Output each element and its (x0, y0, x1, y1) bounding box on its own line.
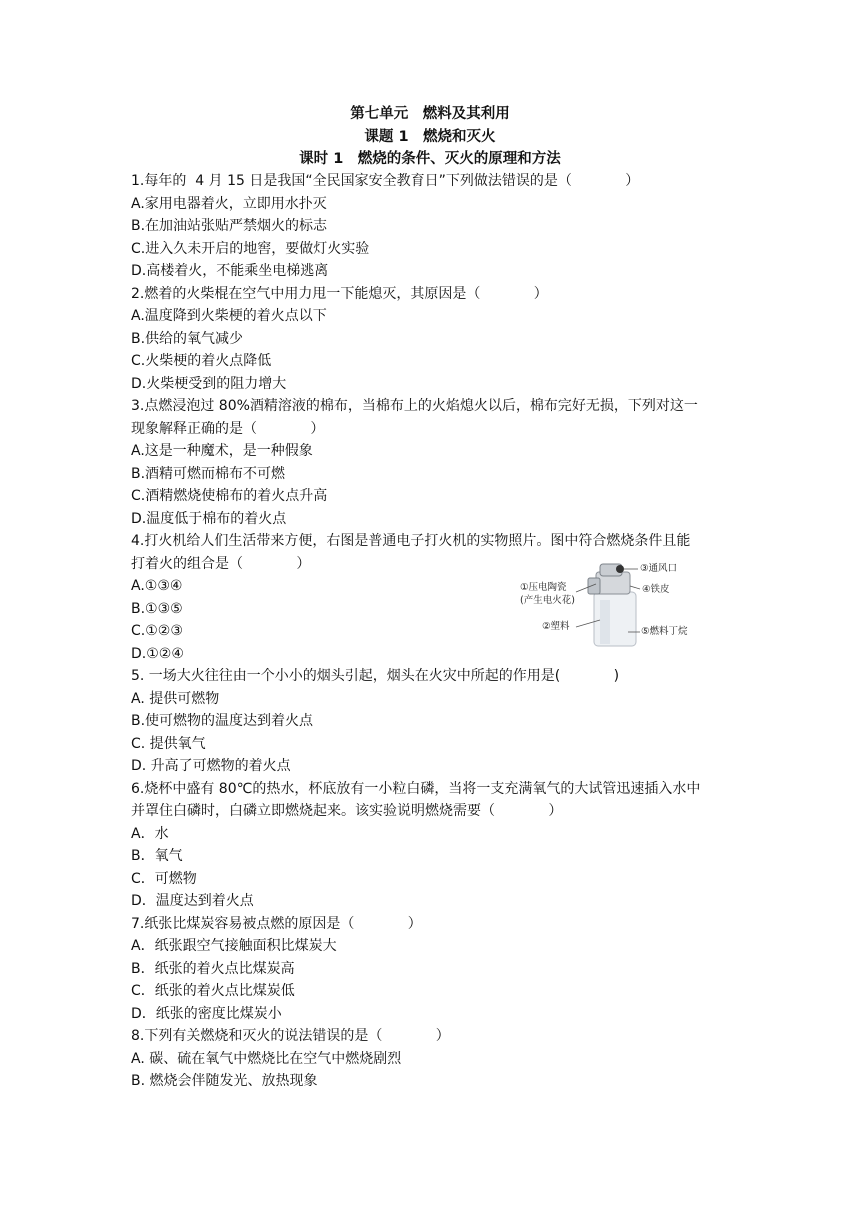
q3-stem-line2: 现象解释正确的是（ ） (131, 420, 325, 437)
q6-option-c: C．可燃物 (131, 870, 197, 887)
q7-option-a: A．纸张跟空气接触面积比煤炭大 (131, 938, 337, 954)
q2-option-b: B.供给的氧气减少 (131, 330, 244, 347)
label-piezo: ①压电陶瓷 (520, 582, 567, 593)
q8-option-a: A. 碳、硫在氧气中燃烧比在空气中燃烧剧烈 (131, 1050, 402, 1067)
q1-option-d: D.高楼着火，不能乘坐电梯逃离 (131, 263, 329, 279)
q7-option-b: B．纸张的着火点比煤炭高 (131, 960, 295, 977)
period-title: 课时 1 燃烧的条件、灭火的原理和方法 (299, 151, 561, 167)
q6-option-b: B．氧气 (131, 848, 183, 864)
q2-stem: 2.燃着的火柴棍在空气中用力甩一下能熄灭，其原因是（ ） (131, 285, 548, 302)
q3-option-d: D.温度低于棉布的着火点 (131, 510, 287, 527)
q5-option-d: D. 升高了可燃物的着火点 (131, 758, 291, 774)
q5-option-a: A. 提供可燃物 (131, 690, 220, 707)
q4-stem-line1: 4.打火机给人们生活带来方便，右图是普通电子打火机的实物照片。图中符合燃烧条件且能 (131, 533, 691, 549)
q4-option-b: B.①③⑤ (131, 600, 183, 617)
q7-stem: 7.纸张比煤炭容易被点燃的原因是（ ） (131, 915, 422, 932)
q8-option-b: B. 燃烧会伴随发光、放热现象 (131, 1073, 318, 1089)
q3-option-c: C.酒精燃烧使棉布的着火点升高 (131, 488, 328, 504)
label-iron: ④铁皮 (642, 584, 670, 595)
q4-option-d: D.①②④ (131, 645, 184, 662)
unit-title: 第七单元 燃料及其利用 (350, 106, 510, 122)
label-plastic: ②塑料 (542, 621, 570, 632)
q4-stem-line2: 打着火的组合是（ ） (131, 555, 311, 572)
q6-stem-line1: 6.烧杯中盛有 80℃的热水，杯底放有一小粒白磷，当将一支充满氧气的大试管迅速插入水中 (131, 780, 701, 797)
label-piezo-note: (产生电火花) (520, 595, 575, 606)
q2-option-a: A.温度降到火柴梗的着火点以下 (131, 308, 327, 324)
q6-stem-line2: 并罩住白磷时，白磷立即燃烧起来。该实验说明燃烧需要（ ） (131, 803, 563, 819)
q6-option-d: D．温度达到着火点 (131, 893, 254, 909)
q4-option-a: A.①③④ (131, 578, 183, 594)
q1-option-b: B.在加油站张贴严禁烟火的标志 (131, 218, 328, 234)
q7-option-d: D．纸张的密度比煤炭小 (131, 1005, 282, 1022)
q6-option-a: A．水 (131, 825, 169, 842)
q3-stem-line1: 3.点燃浸泡过 80%酒精溶液的棉布，当棉布上的火焰熄火以后，棉布完好无损，下列对这一 (131, 398, 698, 414)
q3-option-a: A.这是一种魔术，是一种假象 (131, 443, 313, 459)
header (0, 103, 860, 171)
label-fuel: ⑤燃料丁烷 (641, 626, 688, 637)
q2-option-c: C.火柴梗的着火点降低 (131, 353, 272, 369)
q2-option-d: D.火柴梗受到的阻力增大 (131, 375, 287, 392)
q5-stem: 5. 一场大火往往由一个小小的烟头引起，烟头在火灾中所起的作用是( ) (131, 668, 620, 684)
q3-option-b: B.酒精可燃而棉布不可燃 (131, 465, 286, 482)
lesson-title: 课题 1 燃烧和灭火 (364, 128, 496, 145)
q8-stem: 8.下列有关燃烧和灭火的说法错误的是（ ） (131, 1028, 450, 1044)
q1-option-c: C.进入久未开启的地窖，要做灯火实验 (131, 240, 370, 257)
q5-option-b: B.使可燃物的温度达到着火点 (131, 713, 314, 729)
label-vent: ③通风口 (640, 563, 678, 574)
q4-option-c: C.①②③ (131, 623, 183, 639)
q7-option-c: C．纸张的着火点比煤炭低 (131, 983, 295, 999)
q5-option-c: C. 提供氧气 (131, 735, 206, 752)
lighter-figure (516, 562, 706, 648)
q1-option-a: A.家用电器着火，立即用水扑灭 (131, 195, 327, 212)
q1-stem: 1.每年的 4 月 15 日是我国“全民国家安全教育日”下列做法错误的是（ ） (131, 173, 640, 189)
